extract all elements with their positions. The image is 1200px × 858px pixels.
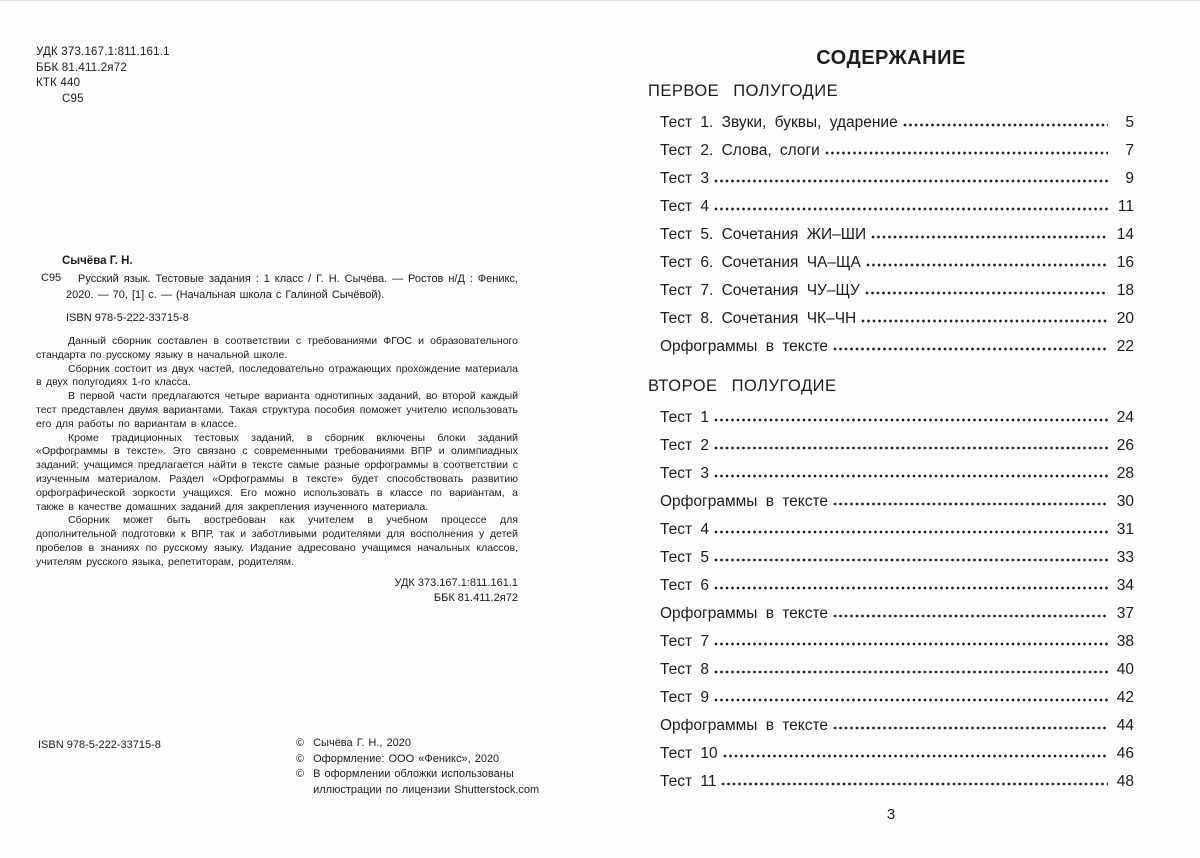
dot-leader: [714, 698, 1108, 702]
toc-entry-page-number: 34: [1116, 577, 1134, 594]
toc-entry-label: Тест 11: [660, 773, 717, 790]
toc-entry-label: Орфограммы в тексте: [660, 493, 829, 510]
copyright-block: [296, 736, 548, 798]
isbn-number: ISBN 978-5-222-33715-8: [66, 312, 189, 324]
toc-entry-page-number: 33: [1116, 549, 1134, 566]
catalog-entry-text: Русский язык. Тестовые задания : 1 класс / Г. Н. Сычёва. — Ростов н/Д : Феникс, 2020. — 70, [1] с. — (Начальная школа с Галиной Сычёвой).: [66, 273, 518, 301]
toc-entry-label: Орфограммы в тексте: [660, 605, 829, 622]
imprint-page: [36, 45, 518, 607]
toc-section: [648, 82, 1134, 361]
toc-entry: [648, 305, 1134, 333]
toc-entry-label: Орфограммы в тексте: [660, 338, 829, 355]
toc-entry-page-number: 28: [1116, 465, 1134, 482]
toc-entry: [648, 221, 1134, 249]
toc-entry: [648, 572, 1134, 600]
toc-entry: [648, 460, 1134, 488]
toc-entry-page-number: 38: [1116, 633, 1134, 650]
dot-leader: [714, 474, 1108, 478]
bbk-code: ББК 81.411.2я72: [36, 61, 127, 74]
toc-entry: [648, 137, 1134, 165]
toc-entry: [648, 333, 1134, 361]
toc-entry-page-number: 46: [1116, 745, 1134, 762]
toc-entry-page-number: 7: [1125, 142, 1134, 159]
toc-entry: [648, 712, 1134, 740]
copyright-text: Оформление: ООО «Феникс», 2020: [313, 752, 500, 765]
toc-entry-page-number: 24: [1116, 409, 1134, 426]
dot-leader: [714, 530, 1108, 534]
toc-entry: [648, 600, 1134, 628]
udk-code: УДК 373.167.1:811.161.1: [36, 46, 170, 58]
toc-entry: [648, 768, 1134, 796]
copyright-symbol: ©: [296, 768, 305, 780]
copyright-text: В оформлении обложки использованы иллюстрации по лицензии Shutterstock.com: [313, 768, 540, 796]
toc-entry: [648, 109, 1134, 137]
dot-leader: [903, 123, 1108, 127]
catalog-entry-block: [36, 254, 518, 607]
toc-entry-label: Тест 2: [660, 437, 709, 454]
annotation-paragraph: В первой части предлагаются четыре варианта однотипных заданий, во второй каждый тест представлен двумя вариантами. Такая структура пособия поможет учителю использовать его для работы по вариантам в классе.: [36, 390, 518, 430]
toc-entry: [648, 432, 1134, 460]
toc-entry: [648, 740, 1134, 768]
dot-leader: [833, 614, 1108, 618]
toc-entry-label: Тест 8. Сочетания ЧК–ЧН: [660, 310, 857, 327]
contents-title: СОДЕРЖАНИЕ: [816, 47, 966, 69]
toc-entry: [648, 516, 1134, 544]
annotation-paragraph: Кроме традиционных тестовых заданий, в сборник включены блоки заданий «Орфограммы в тексте». Это связано с современными требованиями ВПР и олимпиадных заданий: учащимся предлагается найти в тексте самые разные орфограммы в соответствии с изученным материалом. Раздел «Орфограммы в тексте» будет способствовать развитию орфографической зоркости учащихся. Его можно использовать в классе по вариантам, а также в качестве домашних заданий для закрепления изученного материала.: [36, 431, 518, 513]
toc-entry: [648, 165, 1134, 193]
toc-entry: [648, 249, 1134, 277]
annotation-paragraph: Данный сборник составлен в соответствии с требованиями ФГОС и образовательного стандарта по русскому языку в начальной школе.: [36, 335, 518, 361]
toc-entry-page-number: 37: [1116, 605, 1134, 622]
dot-leader: [714, 207, 1108, 211]
toc-entry-page-number: 42: [1116, 689, 1134, 706]
catalog-code: С95: [62, 92, 84, 105]
toc-entry-page-number: 44: [1116, 717, 1134, 734]
page-number: 3: [886, 806, 896, 823]
dot-leader: [714, 418, 1108, 422]
toc-entry-page-number: 20: [1116, 310, 1134, 327]
toc-entry-page-number: 31: [1116, 521, 1134, 538]
toc-entry-page-number: 26: [1116, 437, 1134, 454]
toc-entry-label: Тест 1. Звуки, буквы, ударение: [660, 114, 898, 131]
toc-entry-page-number: 16: [1116, 254, 1134, 271]
toc-section: [648, 377, 1134, 796]
toc-entry-label: Орфограммы в тексте: [660, 717, 829, 734]
dot-leader: [833, 726, 1108, 730]
isbn-number: ISBN 978-5-222-33715-8: [38, 739, 161, 751]
annotation-block: [36, 335, 518, 570]
toc-entry-page-number: 22: [1116, 338, 1134, 355]
toc-entry-label: Тест 2. Слова, слоги: [660, 142, 820, 159]
author-name: Сычёва Г. Н.: [62, 255, 133, 267]
dot-leader: [714, 446, 1108, 450]
catalog-entry-code: С95: [41, 272, 62, 284]
toc-entry-label: Тест 3: [660, 170, 709, 187]
toc-entry-page-number: 30: [1116, 493, 1134, 510]
imprint-codes-bottom: [36, 576, 518, 607]
toc-entry-page-number: 18: [1116, 282, 1134, 299]
toc-entry-label: Тест 3: [660, 465, 709, 482]
copyright-line: [296, 752, 548, 768]
toc-entry-page-number: 11: [1117, 198, 1134, 215]
toc-entry-label: Тест 10: [660, 745, 718, 762]
bbk-code: ББК 81.411.2я72: [433, 592, 518, 605]
toc-entry-label: Тест 6: [660, 577, 709, 594]
toc-entry-page-number: 14: [1116, 226, 1134, 243]
copyright-symbol: ©: [296, 752, 305, 765]
toc-entry-label: Тест 8: [660, 661, 709, 678]
dot-leader: [714, 670, 1108, 674]
toc-entry-label: Тест 1: [660, 409, 709, 426]
toc-entry: [648, 684, 1134, 712]
toc-entry-label: Тест 7: [660, 633, 709, 650]
toc-entry-label: Тест 7. Сочетания ЧУ–ЩУ: [660, 282, 860, 299]
toc-entry: [648, 488, 1134, 516]
toc-entry-page-number: 9: [1125, 170, 1134, 187]
dot-leader: [871, 235, 1108, 239]
annotation-paragraph: Сборник состоит из двух частей, последовательно отражающих прохождение материала в двух полугодиях 1-го класса.: [36, 362, 518, 389]
toc-section-heading: ПЕРВОЕ ПОЛУГОДИЕ: [648, 82, 839, 100]
copyright-line: [296, 736, 548, 752]
dot-leader: [861, 319, 1108, 323]
toc-entry-page-number: 48: [1116, 773, 1134, 790]
toc-entry-label: Тест 4: [660, 521, 709, 538]
dot-leader: [714, 586, 1108, 590]
toc-entry-page-number: 40: [1116, 661, 1134, 678]
toc-entry: [648, 277, 1134, 305]
dot-leader: [721, 782, 1108, 786]
udk-code: УДК 373.167.1:811.161.1: [394, 576, 518, 589]
annotation-paragraph: Сборник может быть востребован как учителем в учебном процессе для дополнительной подготовки к ВПР, так и заботливыми родителями для восполнения у детей пробелов в знаниях по русскому языку. Издание адресовано учащимся начальных классов, учителям русского языка, репетиторам, родителям.: [36, 514, 518, 568]
toc-entry-label: Тест 5. Сочетания ЖИ–ШИ: [660, 226, 867, 243]
toc-entry: [648, 404, 1134, 432]
dot-leader: [866, 263, 1108, 267]
dot-leader: [714, 558, 1108, 562]
dot-leader: [825, 151, 1108, 155]
toc-entry-page-number: 5: [1125, 114, 1134, 131]
ktk-code: КТК 440: [36, 77, 81, 89]
dot-leader: [833, 502, 1108, 506]
copyright-symbol: ©: [296, 737, 305, 749]
dot-leader: [833, 347, 1108, 351]
contents-page: [648, 47, 1134, 823]
toc-entry-label: Тест 4: [660, 198, 709, 215]
toc-entry-label: Тест 6. Сочетания ЧА–ЩА: [660, 254, 861, 271]
copyright-text: Сычёва Г. Н., 2020: [313, 737, 412, 749]
toc-entry: [648, 656, 1134, 684]
copyright-line: [296, 767, 548, 798]
toc-entry-label: Тест 5: [660, 549, 709, 566]
dot-leader: [714, 642, 1108, 646]
dot-leader: [714, 179, 1108, 183]
toc-entry: [648, 628, 1134, 656]
toc-list: [648, 82, 1134, 796]
toc-entry-label: Тест 9: [660, 689, 709, 706]
catalog-entry-row: [36, 272, 518, 303]
imprint-codes-block: [36, 45, 518, 107]
dot-leader: [865, 291, 1108, 295]
toc-section-heading: ВТОРОЕ ПОЛУГОДИЕ: [648, 377, 837, 395]
toc-entry: [648, 544, 1134, 572]
toc-entry: [648, 193, 1134, 221]
dot-leader: [723, 754, 1108, 758]
